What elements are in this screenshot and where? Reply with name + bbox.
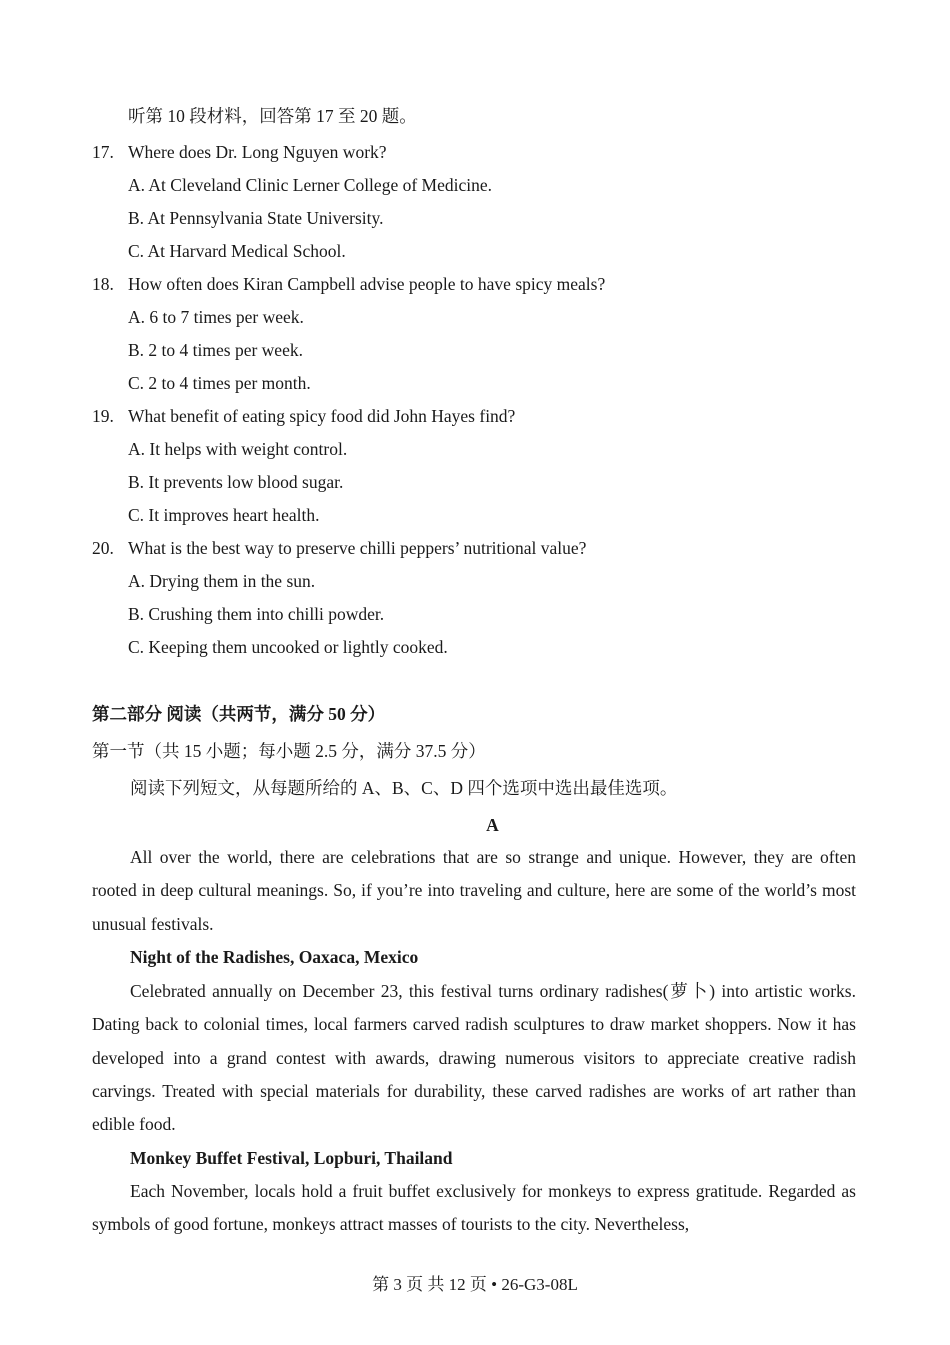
option-17-c: C. At Harvard Medical School.	[128, 241, 346, 261]
reading-instruction: 阅读下列短文，从每题所给的 A、B、C、D 四个选项中选出最佳选项。	[130, 778, 678, 798]
question-19	[92, 405, 515, 427]
option-17-a: A. At Cleveland Clinic Lerner College of Medicine.	[128, 175, 492, 195]
question-stem: How often does Kiran Campbell advise people to have spicy meals?	[128, 274, 606, 294]
question-number: 17.	[92, 142, 114, 162]
option-19-c: C. It improves heart health.	[128, 505, 320, 525]
question-stem: What benefit of eating spicy food did John Hayes find?	[128, 406, 516, 426]
option-19-b: B. It prevents low blood sugar.	[128, 472, 344, 492]
question-number: 20.	[92, 538, 114, 558]
option-18-b: B. 2 to 4 times per week.	[128, 340, 303, 360]
question-number: 19.	[92, 406, 114, 426]
page-footer: 第 3 页 共 12 页 • 26-G3-08L	[372, 1275, 578, 1294]
question-17	[92, 141, 387, 163]
option-18-c: C. 2 to 4 times per month.	[128, 373, 311, 393]
passage-label: A	[486, 815, 499, 835]
paragraph-monkey: Each November, locals hold a fruit buffet exclusively for monkeys to express gratitude. Regarded as symbols of good fortune, monkeys attract masses of tourists to the city. Nevertheless,	[92, 1181, 856, 1235]
paragraph-radishes: Celebrated annually on December 23, this festival turns ordinary radishes(萝卜) into artistic works. Dating back to colonial times, local farmers carved radish sculptures to draw market shoppers. Now it has developed into a grand contest with awards, drawing numerous visitors to appreciate creative radish carvings. Treated with special materials for durability, these carved radishes are works of art rather than edible food.	[92, 981, 856, 1135]
option-20-c: C. Keeping them uncooked or lightly cooked.	[128, 637, 448, 657]
question-18	[92, 273, 605, 295]
section-title: 第一节（共 15 小题；每小题 2.5 分，满分 37.5 分）	[92, 741, 486, 761]
option-20-a: A. Drying them in the sun.	[128, 571, 316, 591]
option-19-a: A. It helps with weight control.	[128, 439, 348, 459]
option-20-b: B. Crushing them into chilli powder.	[128, 604, 385, 624]
listening-intro: 听第 10 段材料，回答第 17 至 20 题。	[128, 106, 417, 126]
question-stem: Where does Dr. Long Nguyen work?	[128, 142, 387, 162]
paragraph-intro: All over the world, there are celebrations that are so strange and unique. However, they are often rooted in deep cultural meanings. So, if you’re into traveling and culture, here are some of the world’s most unusual festivals.	[92, 847, 856, 934]
option-17-b: B. At Pennsylvania State University.	[128, 208, 384, 228]
festival-heading-monkey: Monkey Buffet Festival, Lopburi, Thailand	[130, 1148, 453, 1168]
option-18-a: A. 6 to 7 times per week.	[128, 307, 304, 327]
question-20	[92, 537, 586, 559]
question-stem: What is the best way to preserve chilli peppers’ nutritional value?	[128, 538, 587, 558]
part-title: 第二部分 阅读（共两节，满分 50 分）	[92, 704, 386, 724]
festival-heading-radishes: Night of the Radishes, Oaxaca, Mexico	[130, 947, 419, 967]
question-number: 18.	[92, 274, 114, 294]
